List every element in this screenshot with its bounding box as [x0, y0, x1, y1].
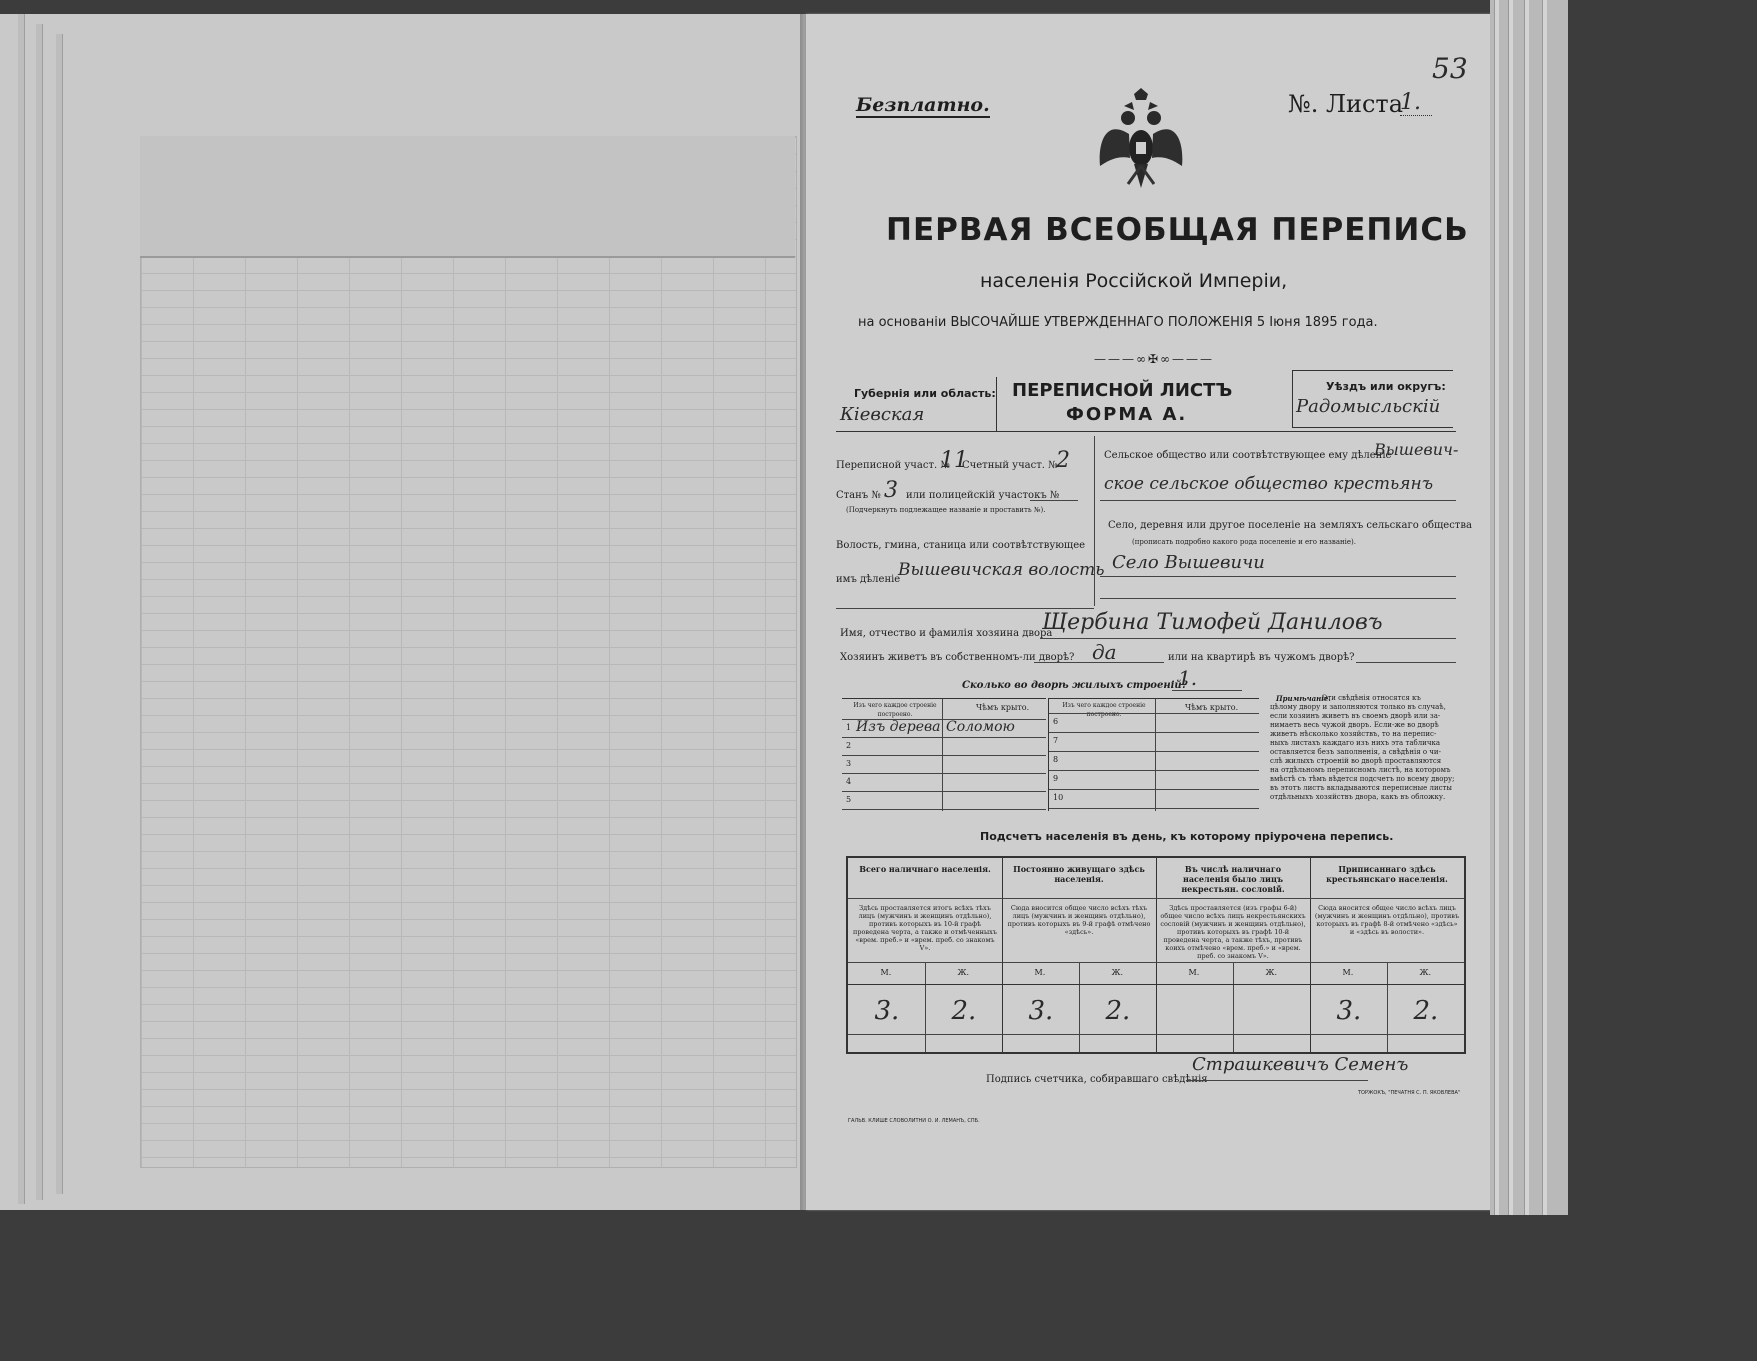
tally-f-label: Ж.: [957, 968, 970, 977]
tally-rule: [848, 1034, 1464, 1035]
tally-group-description: Здѣсь проставляется (изъ графы 6-й) общее число всѣхъ лицъ некрестьянскихъ сословій (мужчинъ и женщинъ отдѣльно), противъ которыхъ въ графѣ 10-й проведена черта, а также тѣхъ, противъ коихъ отмѣчено «врем. преб.» и «врем. преб. со знакомъ V».: [1160, 904, 1306, 960]
society-value-2: ское сельское общество крестьянъ: [1104, 474, 1434, 494]
note-line: живетъ нѣсколько хозяйствъ, то на перепис-: [1270, 730, 1437, 738]
volost-line: [836, 608, 1094, 609]
stan-value: 3: [884, 478, 898, 503]
tally-group-description: Сюда вносится общее число всѣхъ лицъ (мужчинъ и женщинъ отдѣльно), противъ которыхъ въ графѣ 8-й отмѣчено «здѣсь» и «здѣсь въ волости».: [1314, 904, 1460, 936]
form-rule: [836, 431, 1456, 432]
village-line: [1100, 576, 1456, 577]
page-stack-edge: [1490, 0, 1568, 1215]
row-number: 9: [1053, 774, 1059, 783]
tally-m-label: М.: [880, 968, 892, 977]
note-line: ныхъ листахъ каждаго изъ нихъ эта табличка: [1270, 739, 1441, 747]
table-row-rule: [1049, 751, 1259, 752]
printer-credit-left: ГАЛЬВ. КЛИШЕ СЛОВОЛИТНИ О. И. ЛЕМАНЪ, СПБ.: [848, 1118, 980, 1124]
volost-label-1: Волость, гмина, станица или соотвѣтствующее: [836, 540, 1086, 551]
tally-mf-divider: [1079, 962, 1080, 1052]
row-number: 8: [1053, 755, 1059, 764]
province-value: Кіевская: [840, 404, 925, 425]
owner-line: [1040, 638, 1456, 639]
tally-column-divider: [1002, 858, 1003, 1052]
tally-group-header: Всего наличнаго населенія.: [859, 864, 991, 874]
buildings-table-right: [1048, 698, 1259, 811]
table-row-rule: [1049, 732, 1259, 733]
row-number: 1: [846, 723, 852, 732]
row-number: 5: [846, 795, 852, 804]
district-label: Уѣздъ или округъ:: [1326, 380, 1446, 393]
village-value: Село Вышевичи: [1112, 552, 1265, 573]
col-roof-header: Чѣмъ крыто.: [976, 703, 1030, 712]
tally-group-header: Постоянно живущаго здѣсь населенія.: [1013, 864, 1145, 884]
note-line: въ этотъ листъ вкладываются переписные листы: [1270, 784, 1452, 792]
table-row-rule: [842, 791, 1046, 792]
population-tally-table: [846, 856, 1466, 1054]
other-yard-label: или на квартирѣ въ чужомъ дворѣ?: [1168, 652, 1355, 663]
row-material: Изъ дерева: [856, 719, 941, 735]
police-area-label: или полицейскій участокъ №: [906, 490, 1060, 501]
tally-m-label: М.: [1034, 968, 1046, 977]
tally-group-description: Здѣсь проставляется итогъ всѣхъ тѣхъ лицъ (мужчинъ и женщинъ отдѣльно), противъ которыхъ въ 10-й графѣ проведена черта, а также и отмѣченныхъ «врем. преб.» и «врем. преб. со знакомъ V».: [853, 904, 997, 952]
society-value-1: Вышевич-: [1374, 440, 1459, 459]
village-note: (прописать подробно какого рода поселеніе и его названіе).: [1132, 538, 1356, 546]
tally-f-label: Ж.: [1111, 968, 1124, 977]
table-row-rule: [842, 737, 1046, 738]
note-line: если хозяинъ живетъ въ своемъ дворѣ или за-: [1270, 712, 1441, 720]
society-line: [1100, 500, 1456, 501]
note-title: Примѣчаніе.: [1276, 694, 1331, 703]
column-divider: [1094, 436, 1095, 606]
left-page-ghost-grid: [140, 136, 797, 1168]
tally-group-description: Сюда вносится общее число всѣхъ тѣхъ лицъ (мужчинъ и женщинъ отдѣльно), противъ которыхъ въ 9-й графѣ отмѣчено «здѣсь».: [1007, 904, 1151, 936]
tally-mf-divider: [925, 962, 926, 1052]
tally-f-label: Ж.: [1265, 968, 1278, 977]
own-yard-value: да: [1092, 640, 1117, 664]
buildings-value: 1.: [1178, 666, 1198, 690]
tally-m-label: М.: [1188, 968, 1200, 977]
tally-male-count: 3.: [1028, 996, 1054, 1026]
tally-f-label: Ж.: [1419, 968, 1432, 977]
col-material-header: Изъ чего каждое строеніе построено.: [1062, 702, 1146, 718]
census-area-value: 11: [940, 448, 968, 473]
printer-credit-right: ТОРЖОКЪ, "ПЕЧАТНЯ С. П. ЯКОВЛЕВА": [1358, 1090, 1461, 1096]
village-line-2: [1100, 598, 1456, 599]
signature-line: [1186, 1080, 1368, 1081]
tally-column-divider: [1310, 858, 1311, 1052]
owner-label: Имя, отчество и фамилія хозяина двора: [840, 628, 1053, 639]
tally-rule: [848, 962, 1464, 963]
note-line: на отдѣльномъ переписномъ листѣ, на которомъ: [1270, 766, 1451, 774]
row-number: 7: [1053, 736, 1059, 745]
note-line: вмѣстѣ съ тѣмъ вѣдется подсчетъ по всему двору;: [1270, 775, 1455, 783]
count-area-label: Счетный участ. №: [962, 460, 1058, 471]
sheet-number-label: №. Листа: [1288, 90, 1404, 118]
census-area-label: Переписной участ. №: [836, 460, 950, 471]
note-line: отдѣльныхъ хозяйствъ двора, какъ въ обложку.: [1270, 793, 1446, 801]
tally-group-header: Приписаннаго здѣсь крестьянскаго населенія.: [1326, 864, 1448, 884]
tally-column-divider: [1156, 858, 1157, 1052]
row-number: 4: [846, 777, 852, 786]
tally-m-label: М.: [1342, 968, 1354, 977]
table-row-rule: [1049, 789, 1259, 790]
table-row-rule: [1049, 808, 1259, 809]
buildings-table-left: [842, 698, 1046, 811]
own-yard-line: [1034, 662, 1164, 663]
row-number: 3: [846, 759, 852, 768]
note-line: нимаетъ весь чужой дворъ. Если-же во дворѣ: [1270, 721, 1439, 729]
tally-male-count: 3.: [874, 996, 900, 1026]
tally-caption: Подсчетъ населенія въ день, къ которому пріурочена перепись.: [980, 830, 1394, 843]
page-edge: [56, 34, 63, 1194]
tally-group-header: Въ числѣ наличнаго населенія было лицъ некрестьян. сословій.: [1181, 864, 1285, 894]
stan-label: Станъ №: [836, 490, 881, 501]
tally-mf-divider: [1233, 962, 1234, 1052]
page-edge: [36, 24, 43, 1200]
row-number: 2: [846, 741, 852, 750]
table-row-rule: [842, 809, 1046, 810]
row-number: 6: [1053, 717, 1059, 726]
note-line: слѣ жилыхъ строеній во дворѣ проставляются: [1270, 757, 1442, 765]
village-label: Село, деревня или другое поселеніе на земляхъ сельскаго общества: [1108, 520, 1472, 531]
tally-female-count: 2.: [1413, 996, 1439, 1026]
owner-value: Щербина Тимофей Даниловъ: [1042, 610, 1383, 635]
left-page-ghost-header: [140, 136, 795, 258]
province-label: Губернія или область:: [854, 387, 996, 400]
note-line: цѣлому двору и заполняются только въ случаѣ,: [1270, 703, 1446, 711]
tally-rule: [848, 898, 1464, 899]
other-yard-line: [1356, 662, 1456, 663]
buildings-label: Сколько во дворѣ жилыхъ строеній?: [962, 680, 1188, 691]
page-edge: [18, 14, 25, 1204]
document-title: ПЕРВАЯ ВСЕОБЩАЯ ПЕРЕПИСЬ: [886, 212, 1469, 248]
sheet-number-value: 1.: [1400, 90, 1432, 116]
own-yard-label: Хозяинъ живетъ въ собственномъ-ли дворѣ?: [840, 652, 1075, 663]
signature-value: Страшкевичъ Семенъ: [1192, 1054, 1409, 1075]
col-material-header: Изъ чего каждое строеніе построено.: [853, 702, 937, 718]
free-label: Безплатно.: [856, 94, 990, 116]
society-label: Сельское общество или соотвѣтствующее ему дѣленіе: [1104, 450, 1392, 461]
underline-note: (Подчеркнуть подлежащее названіе и проставить №).: [846, 506, 1046, 514]
volost-label-2: имъ дѣленіе: [836, 574, 901, 585]
table-row-rule: [1049, 770, 1259, 771]
document-basis: на основаніи ВЫСОЧАЙШЕ УТВЕРЖДЕННАГО ПОЛОЖЕНІЯ 5 Іюня 1895 года.: [858, 315, 1378, 330]
form-title: ПЕРЕПИСНОЙ ЛИСТЪ: [1012, 380, 1233, 401]
note-line: оставляется безъ заполненія, а свѣдѣнія о чи-: [1270, 748, 1441, 756]
district-value: Радомысльскій: [1296, 396, 1441, 417]
note-line: Эти свѣдѣнія относятся къ: [1322, 694, 1421, 702]
police-area-line: [1030, 500, 1078, 501]
col-roof-header: Чѣмъ крыто.: [1185, 703, 1239, 712]
ornament-divider: ———∞✠∞———: [1094, 352, 1215, 366]
row-number: 10: [1053, 793, 1064, 802]
document-subtitle: населенія Россійской Имперіи,: [980, 270, 1288, 292]
form-subtitle: ФОРМА А.: [1066, 404, 1188, 425]
archive-page-number: 53: [1432, 52, 1468, 85]
buildings-line: [1172, 690, 1242, 691]
volost-value: Вышевичская волость: [898, 560, 1105, 580]
tally-female-count: 2.: [1105, 996, 1131, 1026]
tally-male-count: 3.: [1336, 996, 1362, 1026]
tally-rule: [848, 984, 1464, 985]
count-area-value: 2: [1056, 448, 1070, 473]
imperial-eagle-emblem: [1094, 88, 1188, 198]
signature-label: Подпись счетчика, собиравшаго свѣдѣнія: [986, 1074, 1208, 1085]
tally-mf-divider: [1387, 962, 1388, 1052]
row-roof: Соломою: [946, 719, 1015, 735]
table-row-rule: [842, 773, 1046, 774]
table-row-rule: [842, 755, 1046, 756]
tally-female-count: 2.: [951, 996, 977, 1026]
